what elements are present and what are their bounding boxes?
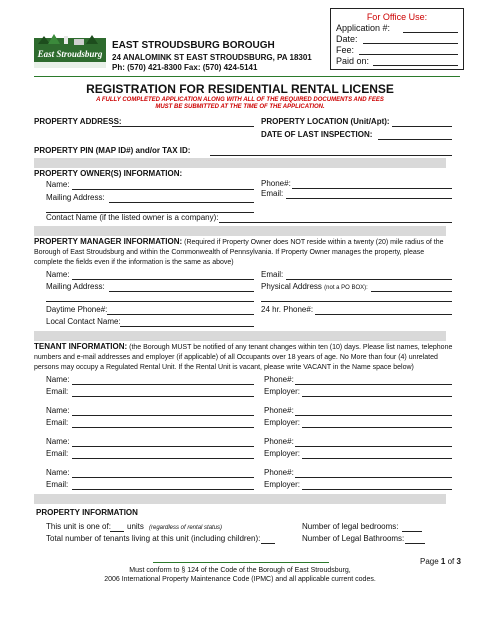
tenant-1-phone-field[interactable] bbox=[295, 384, 452, 385]
bathrooms-label: Number of Legal Bathrooms: bbox=[302, 534, 405, 543]
tenant-4-employer-label: Employer: bbox=[264, 480, 301, 489]
owner-mailing-field[interactable] bbox=[109, 202, 254, 203]
owner-name-field[interactable] bbox=[72, 189, 254, 190]
unit-count-field[interactable] bbox=[110, 531, 124, 532]
tenant-4-email-field[interactable] bbox=[72, 489, 254, 490]
unit-of-label: This unit is one of: bbox=[46, 522, 111, 531]
total-tenants-field[interactable] bbox=[261, 543, 275, 544]
property-location-field[interactable] bbox=[392, 126, 452, 127]
manager-physical-label bbox=[261, 282, 368, 293]
bedrooms-label: Number of legal bedrooms: bbox=[302, 522, 399, 531]
owner-contact-label: Contact Name (if the listed owner is a company): bbox=[46, 213, 219, 222]
owner-mailing-label: Mailing Address: bbox=[46, 193, 105, 202]
logo-text: East Stroudsburg bbox=[37, 49, 103, 59]
manager-instructions: (Required if Property Owner does NOT reside within a twenty (20) mile radius of the Borough of East Stroudsburg and within the Commonwealth of Pennsylvania. If Property Owner manages the property, please complete the fields even if the information is the same as above) bbox=[34, 239, 444, 266]
bedrooms-field[interactable] bbox=[402, 531, 422, 532]
tenant-1-email-field[interactable] bbox=[72, 396, 254, 397]
tenant-1-name-label: Name: bbox=[46, 375, 70, 384]
owner-contact-field[interactable] bbox=[219, 222, 452, 223]
property-pin-label: PROPERTY PIN (MAP ID#) and/or TAX ID: bbox=[34, 146, 191, 155]
property-info-heading: PROPERTY INFORMATION bbox=[36, 508, 138, 517]
form-subtitle-1: A FULLY COMPLETED APPLICATION ALONG WITH ALL OF THE REQUIRED DOCUMENTS AND FEES bbox=[96, 97, 384, 103]
footer-divider bbox=[153, 562, 329, 563]
tenant-3-employer-label: Employer: bbox=[264, 449, 301, 458]
manager-heading: PROPERTY MANAGER INFORMATION: bbox=[34, 237, 183, 246]
manager-physical-field-2[interactable] bbox=[261, 301, 452, 302]
property-location-label: PROPERTY LOCATION (Unit/Apt): bbox=[261, 117, 390, 126]
tenant-3-employer-field[interactable] bbox=[302, 458, 452, 459]
tenant-4-name-field[interactable] bbox=[72, 477, 254, 478]
tenant-1-phone-label: Phone#: bbox=[264, 375, 294, 384]
manager-name-field[interactable] bbox=[72, 279, 254, 280]
tenant-2-employer-label: Employer: bbox=[264, 418, 301, 427]
tenant-1-name-field[interactable] bbox=[72, 384, 254, 385]
manager-email-field[interactable] bbox=[286, 279, 452, 280]
manager-name-label: Name: bbox=[46, 270, 70, 279]
form-title: REGISTRATION FOR RESIDENTIAL RENTAL LICENSE bbox=[86, 82, 394, 96]
units-note: (regardless of rental status) bbox=[149, 525, 223, 531]
last-inspection-label: DATE OF LAST INSPECTION: bbox=[261, 130, 373, 139]
office-fee-label: Fee: bbox=[336, 45, 355, 55]
tenant-3-email-field[interactable] bbox=[72, 458, 254, 459]
total-tenants-label: Total number of tenants living at this unit (including children): bbox=[46, 534, 261, 543]
office-application-field[interactable] bbox=[403, 32, 458, 33]
manager-24hr-label: 24 hr. Phone#: bbox=[261, 305, 314, 314]
tenant-2-name-label: Name: bbox=[46, 406, 70, 415]
tenant-2-employer-field[interactable] bbox=[302, 427, 452, 428]
manager-mailing-field[interactable] bbox=[109, 291, 254, 292]
manager-email-label: Email: bbox=[261, 270, 284, 279]
owner-email-label: Email: bbox=[261, 189, 284, 198]
owner-name-label: Name: bbox=[46, 180, 70, 189]
office-date-label: Date: bbox=[336, 34, 358, 44]
manager-local-contact-field[interactable] bbox=[120, 326, 254, 327]
office-date-field[interactable] bbox=[363, 43, 458, 44]
units-label: units bbox=[127, 522, 144, 531]
manager-day-phone-label: Daytime Phone#: bbox=[46, 305, 108, 314]
section-divider bbox=[34, 331, 446, 341]
borough-address: 24 ANALOMINK ST EAST STROUDSBURG, PA 18301 bbox=[112, 53, 312, 62]
office-application-label: Application #: bbox=[336, 23, 391, 33]
owner-email-field[interactable] bbox=[286, 198, 452, 199]
tenant-2-phone-label: Phone#: bbox=[264, 406, 294, 415]
manager-mailing-label: Mailing Address: bbox=[46, 282, 105, 291]
borough-name: EAST STROUDSBURG BOROUGH bbox=[112, 40, 275, 51]
section-divider bbox=[34, 226, 446, 236]
manager-physical-note: (not a PO BOX): bbox=[324, 285, 368, 291]
tenant-2-name-field[interactable] bbox=[72, 415, 254, 416]
tenant-1-email-label: Email: bbox=[46, 387, 69, 396]
tenant-2-email-label: Email: bbox=[46, 418, 69, 427]
page-label: Page bbox=[420, 557, 439, 566]
tenant-1-employer-label: Employer: bbox=[264, 387, 301, 396]
owner-heading: PROPERTY OWNER(S) INFORMATION: bbox=[34, 169, 183, 178]
tenant-instructions: (the Borough MUST be notified of any tenant changes within ten (10) days. Please list names, telephone numbers and e-mail addresses and employer (if applicable) of all Occupants over 18 years of age. No More than four (4) unrelated persons may occupy a Regulated Rental Unit. If the Rental Unit is vacant, please write VACANT in the Name space below) bbox=[34, 344, 453, 371]
manager-intro bbox=[34, 237, 454, 268]
owner-phone-field[interactable] bbox=[292, 188, 452, 189]
manager-local-contact-label: Local Contact Name: bbox=[46, 317, 121, 326]
office-paid-label: Paid on: bbox=[336, 56, 370, 66]
property-pin-field[interactable] bbox=[210, 155, 452, 156]
manager-physical-field[interactable] bbox=[371, 291, 452, 292]
manager-24hr-field[interactable] bbox=[315, 314, 452, 315]
bathrooms-field[interactable] bbox=[405, 543, 425, 544]
footer-line-1: Must conform to § 124 of the Code of the Borough of East Stroudsburg, bbox=[129, 567, 351, 574]
manager-mailing-field-2[interactable] bbox=[46, 301, 254, 302]
tenant-4-employer-field[interactable] bbox=[302, 489, 452, 490]
tenant-intro bbox=[34, 342, 454, 373]
last-inspection-field[interactable] bbox=[378, 139, 452, 140]
manager-physical-text: Physical Address bbox=[261, 282, 322, 291]
tenant-4-email-label: Email: bbox=[46, 480, 69, 489]
manager-day-phone-field[interactable] bbox=[107, 314, 254, 315]
borough-phone: Ph: (570) 421-8300 Fax: (570) 424-5141 bbox=[112, 63, 258, 72]
tenant-1-employer-field[interactable] bbox=[302, 396, 452, 397]
page-of: of bbox=[447, 557, 455, 566]
property-address-field[interactable] bbox=[112, 126, 254, 127]
office-paid-field[interactable] bbox=[373, 65, 458, 66]
office-use-title: For Office Use: bbox=[366, 12, 428, 22]
tenant-3-email-label: Email: bbox=[46, 449, 69, 458]
tenant-3-name-label: Name: bbox=[46, 437, 70, 446]
tenant-2-phone-field[interactable] bbox=[295, 415, 452, 416]
tenant-4-phone-field[interactable] bbox=[295, 477, 452, 478]
footer-line-2: 2006 International Property Maintenance Code (IPMC) and all applicable current codes. bbox=[104, 576, 376, 583]
section-divider bbox=[34, 158, 446, 168]
office-fee-field[interactable] bbox=[359, 54, 458, 55]
office-use-box bbox=[330, 8, 464, 70]
tenant-4-name-label: Name: bbox=[46, 468, 70, 477]
tenant-3-name-field[interactable] bbox=[72, 446, 254, 447]
property-address-label: PROPERTY ADDRESS: bbox=[34, 117, 122, 126]
tenant-2-email-field[interactable] bbox=[72, 427, 254, 428]
section-divider bbox=[34, 494, 446, 504]
tenant-4-phone-label: Phone#: bbox=[264, 468, 294, 477]
tenant-heading: TENANT INFORMATION: bbox=[34, 342, 128, 351]
form-subtitle-2: MUST BE SUBMITTED AT THE TIME OF THE APPLICATION. bbox=[155, 104, 325, 110]
tenant-3-phone-field[interactable] bbox=[295, 446, 452, 447]
page-total: 3 bbox=[456, 557, 461, 566]
tenant-3-phone-label: Phone#: bbox=[264, 437, 294, 446]
page-current: 1 bbox=[440, 557, 446, 566]
header-divider bbox=[34, 76, 460, 77]
owner-phone-label: Phone#: bbox=[261, 179, 291, 188]
borough-logo bbox=[34, 30, 106, 70]
